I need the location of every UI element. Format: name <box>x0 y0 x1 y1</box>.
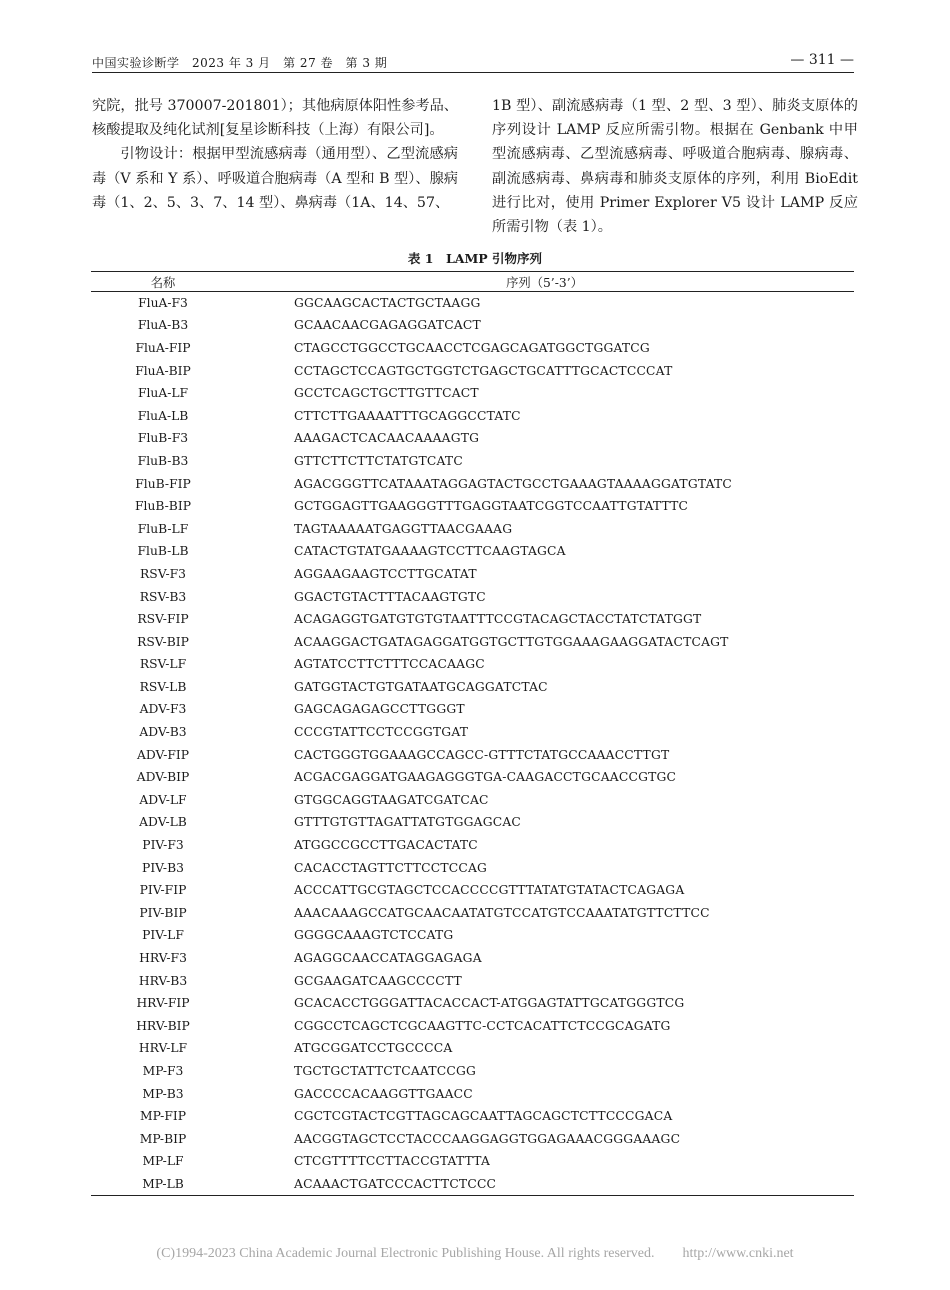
table-row <box>91 517 854 540</box>
primer-name: ADV-F3 <box>139 702 187 717</box>
primer-name: RSV-LB <box>139 679 187 694</box>
primer-name: FluA-FIP <box>135 340 191 355</box>
primer-sequence: CTCGTTTTCCTTACCGTATTTA <box>294 1154 491 1169</box>
primer-sequence: GACCCCACAAGGTTGAACC <box>294 1086 473 1101</box>
primer-sequence: CACTGGGTGGAAAGCCAGCC-GTTTCTATGCCAAACCTTGT <box>294 747 670 762</box>
primer-sequence: GCCTCAGCTGCTTGTTCACT <box>294 386 479 401</box>
primer-name: ADV-LF <box>139 792 187 807</box>
page-number: — 311 — <box>790 52 854 68</box>
table-row <box>91 292 854 315</box>
primer-sequence: CATACTGTATGAAAAGTCCTTCAAGTAGCA <box>294 544 566 559</box>
table-row <box>91 1082 854 1105</box>
primer-name: FluB-BIP <box>135 499 191 514</box>
primer-name: RSV-F3 <box>140 566 186 581</box>
primer-sequence: ACAGAGGTGATGTGTGTAATTTCCGTACAGCTACCTATCTATGGT <box>294 612 702 627</box>
table-row <box>91 1060 854 1083</box>
primer-name: MP-LB <box>91 1173 235 1196</box>
table-row <box>91 902 854 925</box>
table-row <box>91 427 854 450</box>
table-row <box>91 789 854 812</box>
primer-sequence: TAGTAAAAATGAGGTTAACGAAAG <box>294 521 513 536</box>
primer-sequence: GGACTGTACTTTACAAGTGTC <box>294 589 486 604</box>
primer-sequence: GCTGGAGTTGAAGGGTTTGAGGTAATCGGTCCAATTGTATTTC <box>294 499 689 514</box>
table-row <box>91 337 854 360</box>
primer-sequence: GTGGCAGGTAAGATCGATCAC <box>294 792 489 807</box>
table-row <box>91 314 854 337</box>
primer-name: FluB-B3 <box>137 453 189 468</box>
table-row <box>91 540 854 563</box>
primer-name: FluA-B3 <box>137 318 189 333</box>
table-row <box>91 472 854 495</box>
table-row <box>91 585 854 608</box>
primer-name: MP-FIP <box>139 1109 186 1124</box>
primer-name: MP-B3 <box>142 1086 184 1101</box>
table-row <box>91 1150 854 1173</box>
table-row <box>91 450 854 473</box>
primer-name: FluA-LF <box>137 386 189 401</box>
primer-sequence: ATGCGGATCCTGCCCCA <box>294 1041 453 1056</box>
primer-sequence: GATGGTACTGTGATAATGCAGGATCTAC <box>294 679 548 694</box>
table-row <box>91 856 854 879</box>
table-header-row <box>91 272 854 292</box>
table-row <box>91 359 854 382</box>
table-row <box>91 947 854 970</box>
primer-name: PIV-LF <box>142 928 184 943</box>
primer-name: FluB-LB <box>137 544 189 559</box>
primer-name: FluB-LF <box>137 521 189 536</box>
primer-name: RSV-BIP <box>137 634 189 649</box>
primer-name: RSV-B3 <box>139 589 187 604</box>
primer-sequence: AGAGGCAACCATAGGAGAGA <box>294 951 482 966</box>
table-row <box>91 834 854 857</box>
primer-table <box>91 271 854 1196</box>
primer-name: FluB-FIP <box>135 476 191 491</box>
primer-sequence: GAGCAGAGAGCCTTGGGT <box>294 702 465 717</box>
journal-info: 中国实验诊断学 2023 年 3 月 第 27 卷 第 3 期 <box>92 56 388 70</box>
left-column <box>92 94 458 215</box>
table-body <box>91 292 854 1196</box>
right-paragraph-1: 1B 型）、副流感病毒（1 型、2 型、3 型）、肺炎支原体的序列设计 LAMP 反应所需引物。根据在 Genbank 中甲型流感病毒、乙型流感病毒、呼吸道合胞病毒、腺病毒、副流感病毒、鼻病毒和肺炎支原体的序列，利用 BioEdit 进行比对，使用 Primer Explorer V5 设计 LAMP 反应所需引物（表 1）。 <box>492 98 858 236</box>
primer-sequence: GTTCTTCTTCTATGTCATC <box>294 453 463 468</box>
table-row <box>91 766 854 789</box>
table-row <box>91 1037 854 1060</box>
table-row <box>91 1105 854 1128</box>
primer-name: FluA-F3 <box>138 296 188 311</box>
table-row <box>91 992 854 1015</box>
primer-sequence: AAACAAAGCCATGCAACAATATGTCCATGTCCAAATATGTTCTTCC <box>294 905 710 920</box>
header-sequence: 序列（5’-3’） <box>235 272 854 292</box>
primer-name: FluB-F3 <box>137 431 189 446</box>
primer-sequence: AAAGACTCACAACAAAAGTG <box>294 431 480 446</box>
primer-name: FluA-LB <box>137 408 189 423</box>
primer-sequence: CCCGTATTCCTCCGGTGAT <box>294 725 469 740</box>
table-row <box>91 721 854 744</box>
table-row <box>91 382 854 405</box>
header-name: 名称 <box>91 272 235 292</box>
primer-sequence: GCACACCTGGGATTACACCACT-ATGGAGTATTGCATGGGTCG <box>294 996 685 1011</box>
primer-name: HRV-BIP <box>136 1018 190 1033</box>
primer-name: MP-BIP <box>139 1131 187 1146</box>
table-row <box>91 698 854 721</box>
primer-sequence: GCGAAGATCAAGCCCCTT <box>294 973 462 988</box>
table-row <box>91 676 854 699</box>
table-row <box>91 495 854 518</box>
table-row <box>91 879 854 902</box>
right-column <box>492 94 858 239</box>
primer-sequence: AGGAAGAAGTCCTTGCATAT <box>294 566 477 581</box>
table-row <box>91 924 854 947</box>
primer-sequence: GTTTGTGTTAGATTATGTGGAGCAC <box>294 815 522 830</box>
table-row <box>91 1127 854 1150</box>
primer-sequence: GGGGCAAAGTCTCCATG <box>294 928 454 943</box>
primer-sequence: CCTAGCTCCAGTGCTGGTCTGAGCTGCATTTGCACTCCCAT <box>294 363 673 378</box>
primer-name: PIV-FIP <box>139 883 187 898</box>
primer-sequence: GCAACAACGAGAGGATCACT <box>294 318 481 333</box>
primer-sequence: ATGGCCGCCTTGACACTATC <box>294 838 478 853</box>
primer-sequence: ACGACGAGGATGAAGAGGGTGA-CAAGACCTGCAACCGTGC <box>294 770 677 785</box>
primer-name: RSV-FIP <box>137 612 189 627</box>
primer-name: PIV-F3 <box>142 838 184 853</box>
primer-name: PIV-BIP <box>139 905 187 920</box>
primer-name: ADV-BIP <box>136 770 190 785</box>
primer-sequence: TGCTGCTATTCTCAATCCGG <box>294 1063 477 1078</box>
primer-sequence: ACAAACTGATCCCACTTCTCCC <box>235 1173 854 1196</box>
table-row <box>91 969 854 992</box>
copyright-footer: (C)1994-2023 China Academic Journal Electronic Publishing House. All rights reserved. http://www.cnki.net <box>156 1246 794 1261</box>
primer-name: MP-F3 <box>142 1063 184 1078</box>
primer-sequence: ACAAGGACTGATAGAGGATGGTGCTTGTGGAAAGAAGGATACTCAGT <box>294 634 729 649</box>
table-row <box>91 743 854 766</box>
primer-sequence: CTTCTTGAAAATTTGCAGGCCTATC <box>294 408 521 423</box>
primer-name: HRV-B3 <box>138 973 188 988</box>
table-row <box>91 404 854 427</box>
left-paragraph-2: 引物设计：根据甲型流感病毒（通用型）、乙型流感病毒（V 系和 Y 系）、呼吸道合胞病毒（A 型和 B 型）、腺病毒（1、2、5、3、7、14 型）、鼻病毒（1A、14、57、 <box>92 146 458 211</box>
running-header <box>92 52 854 72</box>
table-row <box>91 608 854 631</box>
primer-sequence: CGGCCTCAGCTCGCAAGTTC-CCTCACATTCTCCGCAGATG <box>294 1018 671 1033</box>
left-paragraph-1: 究院，批号 370007-201801）；其他病原体阳性参考品、核酸提取及纯化试剂[复星诊断科技（上海）有限公司]。 <box>92 98 458 139</box>
primer-name: ADV-B3 <box>139 725 187 740</box>
primer-name: RSV-LF <box>139 657 187 672</box>
primer-name: PIV-B3 <box>142 860 184 875</box>
table-row <box>91 1015 854 1038</box>
header-rule <box>92 72 854 73</box>
primer-sequence: ACCCATTGCGTAGCTCCACCCCGTTTATATGTATACTCAGAGA <box>294 883 685 898</box>
primer-sequence: CACACCTAGTTCTTCCTCCAG <box>294 860 488 875</box>
primer-sequence: CTAGCCTGGCCTGCAACCTCGAGCAGATGGCTGGATCG <box>294 340 650 355</box>
primer-sequence: AACGGTAGCTCCTACCCAAGGAGGTGGAGAAACGGGAAAGC <box>294 1131 681 1146</box>
primer-sequence: GGCAAGCACTACTGCTAAGG <box>294 296 481 311</box>
primer-sequence: AGACGGGTTCATAAATAGGAGTACTGCCTGAAAGTAAAAGGATGTATC <box>294 476 732 491</box>
primer-name: HRV-F3 <box>139 951 187 966</box>
table-row <box>91 1173 854 1196</box>
table-row <box>91 653 854 676</box>
table-title: 表 1 LAMP 引物序列 <box>407 251 543 266</box>
primer-name: ADV-FIP <box>136 747 190 762</box>
primer-name: ADV-LB <box>139 815 187 830</box>
primer-sequence: AGTATCCTTCTTTCCACAAGC <box>294 657 485 672</box>
primer-name: HRV-LF <box>138 1041 188 1056</box>
primer-name: FluA-BIP <box>135 363 191 378</box>
table-row <box>91 563 854 586</box>
table-row <box>91 811 854 834</box>
primer-name: HRV-FIP <box>136 996 190 1011</box>
table-row <box>91 630 854 653</box>
primer-name: MP-LF <box>142 1154 184 1169</box>
primer-sequence: CGCTCGTACTCGTTAGCAGCAATTAGCAGCTCTTCCCGACA <box>294 1109 673 1124</box>
